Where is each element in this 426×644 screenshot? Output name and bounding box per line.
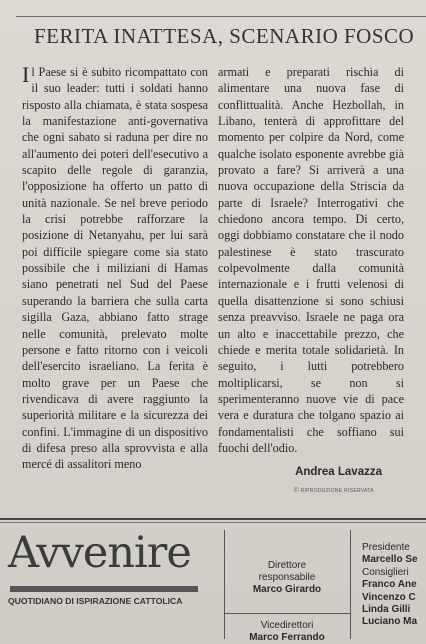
avvenire-logo xyxy=(8,528,208,588)
president-name: Marcello Se xyxy=(362,554,418,566)
column-divider xyxy=(350,530,351,639)
copyright-text: RIPRODUZIONE RISERVATA xyxy=(300,487,374,494)
vice-director-name: Marco Ferrando xyxy=(249,632,325,643)
column-divider xyxy=(224,530,225,639)
headline: FERITA INATTESA, SCENARIO FOSCO xyxy=(34,24,415,48)
column-1-body: l Paese si è subito ricompattato con il suo leader: tutti i soldati hanno risposto alla chiamata, è stata sospesa la manifestazione anti-governativa che ogni sabato si raduna per dire no all'aumento dei poteri dell'esecutivo a scapito delle regole di garanzia, l'opposizione ha offerto un patto di unità nazionale. Se nel breve periodo la crisi potrebbe rafforzare la posizione di Netanyahu, per lui sarà poi difficile spiegare come sia stato possibile che i miliziani di Hamas siano penetrati nel Sud del Paese superando la barriera che sulla carta sigilla Gaza, abbiano fatto strage nelle comunità, prelevato molte persone e fatto ritorno con i veicoli dell'esercito israeliano. La ferita è molto grave per un Paese che rivendicava di avere raggiunto la superiorità militare e la sicurezza dei confini. L'immagine di un dispositivo di difesa preso alla sprovvista e alla mercé di assalitori meno xyxy=(22,65,208,472)
article-column-1 xyxy=(22,64,208,504)
copyright-icon: © xyxy=(294,487,299,494)
board-member: Vincenzo C xyxy=(362,591,416,603)
column-2-text: armati e preparati rischia di alimentare una nuova fase di conflittualità. Anche Hezbollah, in Libano, tenterà di approfittare del momento per colpire da Nord, come qualche isolato esponente avrebbe già provato a fare? Si arriverà a una nuova occupazione della Striscia da parte di Israele? Interrogativi che chiedono ancora tempo. Di certo, oggi dobbiamo constatare che il nodo palestinese è stato trascurato colpevolmente dalla comunità internazionale e i frutti velenosi di quella disattenzione si sono schiusi senza preavviso. Israele ne paga ora un alto e inaccettabile prezzo, che chiede e merita totale solidarietà. In seguito, i lutti potrebbero moltiplicarsi, se non si sperimenteranno nuove vie di pace vera e duratura che tolgano spazio ai fondamentalisti che soffiano sui fuochi dell'odio. xyxy=(218,65,404,455)
vice-director-block xyxy=(226,620,348,644)
director-name: Marco Girardo xyxy=(252,584,322,595)
masthead-divider-thin xyxy=(0,522,426,523)
board-label: Consiglieri xyxy=(362,566,409,578)
copyright-notice xyxy=(218,483,404,499)
director-label-2: responsabile xyxy=(258,572,316,583)
article-column-2 xyxy=(218,64,404,504)
drop-cap: I xyxy=(22,62,30,87)
logo-underline xyxy=(10,586,198,592)
column-1-text xyxy=(22,64,208,473)
director-label: Direttore xyxy=(267,560,307,571)
article-body xyxy=(22,64,404,504)
board-block xyxy=(362,542,426,629)
logo-wordmark: Avvenire xyxy=(8,528,191,578)
top-rule xyxy=(16,16,426,17)
board-member: Linda Gilli xyxy=(362,604,411,616)
director-block xyxy=(226,560,348,596)
board-member: Luciano Ma xyxy=(362,616,418,628)
staff-divider xyxy=(224,613,351,614)
board-member: Franco Ane xyxy=(362,579,417,591)
author-signature: Andrea Lavazza xyxy=(295,466,382,479)
masthead-divider xyxy=(0,518,426,520)
masthead-subtitle: QUOTIDIANO DI ISPIRAZIONE CATTOLICA xyxy=(8,596,183,606)
president-label: Presidente xyxy=(362,542,410,553)
vice-director-label: Vicedirettori xyxy=(260,620,314,631)
